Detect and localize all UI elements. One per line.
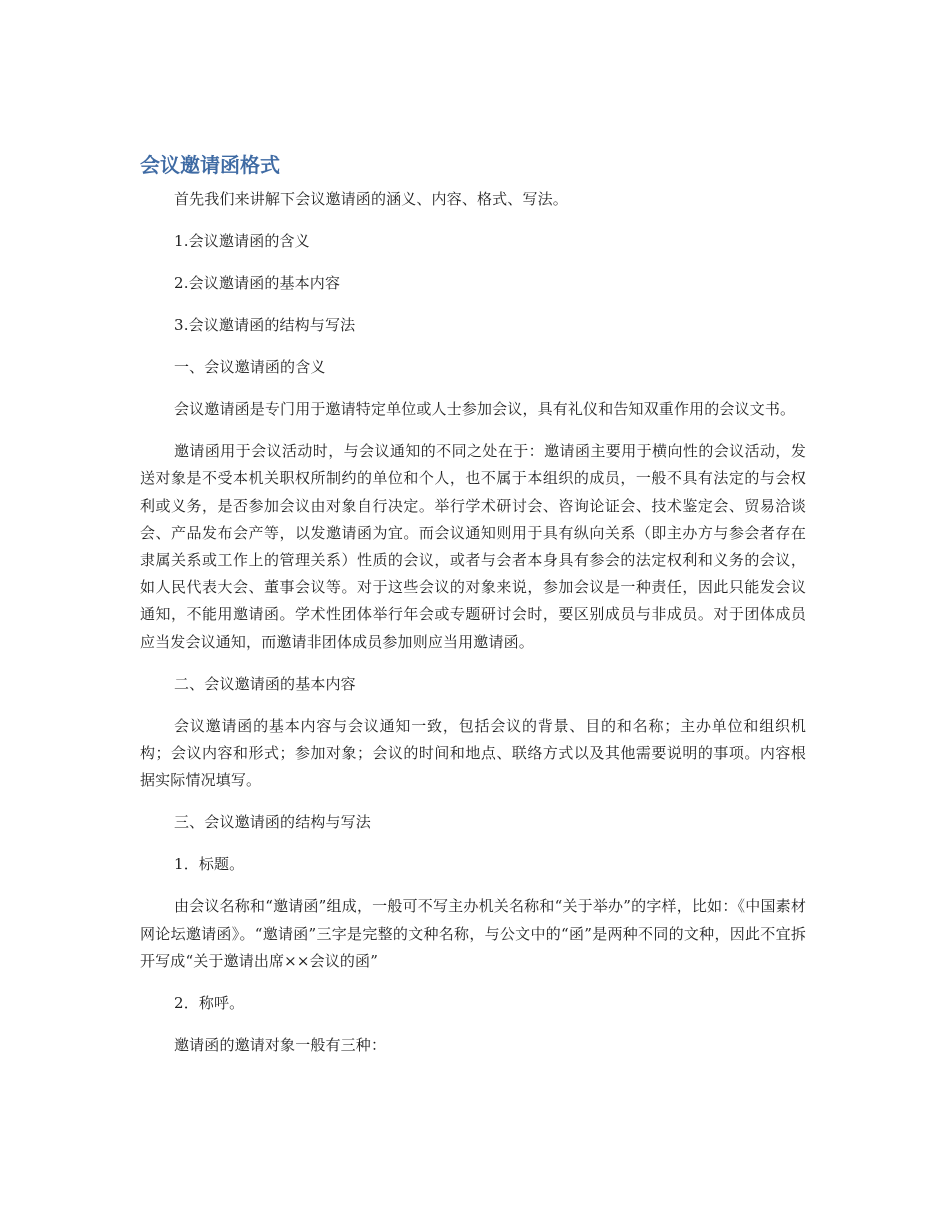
body-paragraph: 由会议名称和“邀请函”组成，一般可不写主办机关名称和“关于举办”的字样，比如：《中国素材网论坛邀请函》。“邀请函”三字是完整的文种名称，与公文中的“函”是两种不同的文种，因此不宜拆开写成“关于邀请出席××会议的函” [140,897,806,970]
intro-paragraph: 首先我们来讲解下会议邀请函的涵义、内容、格式、写法。 [174,190,568,208]
subsection-heading: 1．标题。 [174,855,245,874]
subsection-heading: 2．称呼。 [174,994,245,1013]
document-title: 会议邀请函格式 [140,153,280,177]
outline-item: 1.会议邀请函的含义 [174,232,310,250]
body-paragraph: 邀请函的邀请对象一般有三种： [174,1036,387,1055]
section-heading: 一、会议邀请函的含义 [174,358,326,376]
outline-item: 3.会议邀请函的结构与写法 [174,316,356,334]
body-paragraph: 会议邀请函的基本内容与会议通知一致，包括会议的背景、目的和名称；主办单位和组织机构；会议内容和形式；参加对象；会议的时间和地点、联络方式以及其他需要说明的事项。内容根据实际情况填写。 [140,716,806,790]
document-page [140,150,806,1074]
body-paragraph: 邀请函用于会议活动时，与会议通知的不同之处在于：邀请函主要用于横向性的会议活动，发送对象是不受本机关职权所制约的单位和个人，也不属于本组织的成员，一般不具有法定的与会权利或义务，是否参加会议由对象自行决定。举行学术研讨会、咨询论证会、技术鉴定会、贸易洽谈会、产品发布会产等，以发邀请函为宜。而会议通知则用于具有纵向关系（即主办方与参会者存在隶属关系或工作上的管理关系）性质的会议，或者与会者本身具有参会的法定权利和义务的会议，如人民代表大会、董事会议等。对于这些会议的对象来说，参加会议是一种责任，因此只能发会议通知，不能用邀请函。学术性团体举行年会或专题研讨会时，要区别成员与非成员。对于团体成员应当发会议通知，而邀请非团体成员参加则应当用邀请函。 [140,442,806,651]
outline-item: 2.会议邀请函的基本内容 [174,274,341,292]
section-heading: 三、会议邀请函的结构与写法 [174,813,371,832]
body-paragraph: 会议邀请函是专门用于邀请特定单位或人士参加会议，具有礼仪和告知双重作用的会议文书。 [174,400,796,418]
section-heading: 二、会议邀请函的基本内容 [174,674,356,693]
